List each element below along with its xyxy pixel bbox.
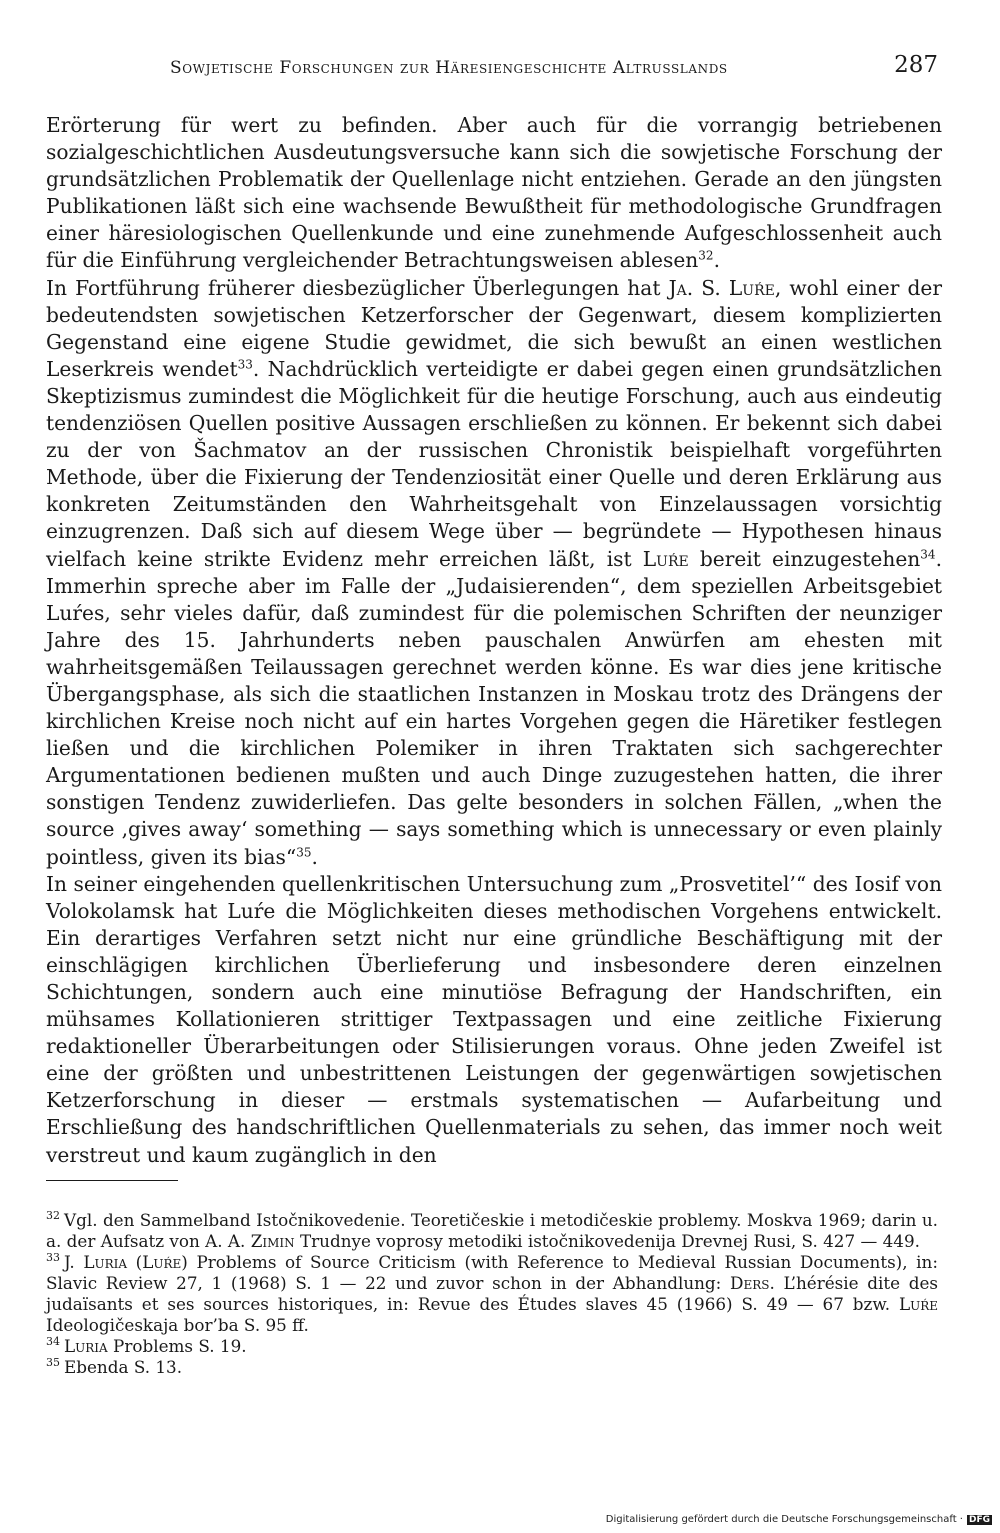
- footnote-text: J.: [64, 1252, 84, 1272]
- author-name: Zimin: [250, 1231, 295, 1251]
- footnote-number: 35: [46, 1356, 60, 1370]
- digitization-credit: [606, 1514, 992, 1525]
- footnote-text: Vgl. den Sammelband Istočnikovedenie. Teoretičeskie i metodičeskie problemy. Moskva 1969; darin u. a. der Aufsatz von A. A.: [46, 1210, 938, 1251]
- author-name: Ja. S. Luŕe: [668, 275, 775, 300]
- author-name: Luŕe: [142, 1252, 182, 1272]
- author-name: Luria: [83, 1252, 128, 1272]
- footnote-text: Ideologičeskaja bor’ba S. 95 ff.: [46, 1315, 309, 1335]
- footnote-text: Ebenda S. 13.: [64, 1357, 183, 1377]
- footnote-number: 32: [46, 1209, 60, 1223]
- footnote-divider: [46, 1180, 178, 1181]
- text-segment: bereit einzugestehen: [688, 546, 921, 571]
- paragraph-end: .: [713, 248, 720, 273]
- text-segment: In Fortführung früherer diesbezüglicher Überlegungen hat: [46, 275, 669, 300]
- footnote-text: Problems S. 19.: [107, 1336, 247, 1356]
- running-header: [46, 52, 942, 86]
- main-text: [46, 112, 942, 1169]
- author-name: Luŕe: [898, 1294, 938, 1314]
- footnote-number: 33: [46, 1251, 60, 1265]
- text-segment: . Immerhin spreche aber im Falle der „Judaisierenden“, dem speziellen Arbeitsgebiet Luŕes, sehr vieles dafür, daß zumindest für die polemischen Schriften der neunziger Jahre des 15. Jahrhunderts neben pauschalen Anwürfen am ehesten mit wahrheitsgemäßen Teilaussagen gerechnet werden könne. Es war dies jene kritische Übergangsphase, als sich die staatlichen Instanzen in Moskau trotz des Drängens der kirchlichen Kreise noch nicht auf ein hartes Vorgehen gegen die Häretiker festlegen ließen und die kirchlichen Polemiker in ihren Traktaten sich sachgerechter Argumentationen bedienen mußten und auch Dinge zuzugestehen hatten, die ihrer sonstigen Tendenz zuwiderliefen. Das gelte besonders in solchen Fällen, „when the source ‚gives away‘ something — says something which is unnecessary or even plainly pointless, given its bias“: [46, 546, 942, 869]
- running-title: Sowjetische Forschungen zur Häresiengeschichte Altrusslands: [170, 58, 728, 78]
- paragraph-text: Erörterung für wert zu befinden. Aber auch für die vorrangig betriebenen sozialgeschichtlichen Ausdeutungsversuche kann sich die sowjetische Forschung der grundsätzlichen Problematik der Quellenlage nicht entziehen. Gerade an den jüngsten Publikationen läßt sich eine wachsende Bewußtheit für methodologische Grundfragen einer häresiologischen Quellenkunde und eine zunehmende Aufgeschlossenheit auch für die Einführung vergleichender Betrachtungsweisen ablesen: [46, 113, 942, 273]
- paragraph-end: .: [311, 844, 318, 869]
- author-name: Luŕe: [642, 546, 689, 571]
- text-segment: . Nachdrücklich verteidigte er dabei gegen einen grundsätzlichen Skeptizismus zumindest die Möglichkeit für die heutige Forschung, auch aus eindeutig tendenziösen Quellen positive Aussagen erschließen zu können. Er bekennt sich dabei zu der von Šachmatov an der russischen Chronistik beispielhaft vorgeführten Methode, über die Fixierung der Tendenziosität einer Quelle und deren Erklärung aus konkreten Zeitumständen den Wahrheitsgehalt von Einzelaussagen vorsichtig einzugrenzen. Daß sich auf diesem Wege über — begründete — Hypothesen hinaus vielfach keine strikte Evidenz mehr erreichen läßt, ist: [46, 356, 942, 571]
- paragraph-3: In seiner eingehenden quellenkritischen Untersuchung zum „Prosvetitel’“ des Iosif von Volokolamsk hat Luŕe die Möglichkeiten dieses methodischen Vorgehens entwickelt. Ein derartiges Verfahren setzt nicht nur eine gründliche Beschäftigung mit der einschlägigen kirchlichen Überlieferung und insbesondere deren einzelnen Schichtungen, sondern auch eine minutiöse Befragung der Handschriften, ein mühsames Kollationieren strittiger Textpassagen und eine zeitliche Fixierung redaktioneller Überarbeitungen oder Stilisierungen voraus. Ohne jeden Zweifel ist eine der größten und unbestrittenen Leistungen der gegenwärtigen sowjetischen Ketzerforschung in dieser — erstmals systematischen — Aufarbeitung und Erschließung des handschriftlichen Quellenmaterials zu sehen, das immer noch weit verstreut und kaum zugänglich in den: [46, 871, 942, 1167]
- dfg-logo: DFG: [968, 1515, 990, 1525]
- footnote-text: (: [127, 1252, 143, 1272]
- text-segment: , wohl einer der bedeutendsten sowjetischen Ketzerforscher der Gegenwart, diesem komplizierten Gegenstand eine eigene Studie gewidmet, die sich bewußt an einen westlichen Leserkreis wendet: [46, 275, 942, 381]
- paragraph-1: [46, 112, 942, 275]
- footnote-ref-32: 32: [698, 248, 714, 263]
- footnote-34: [46, 1336, 938, 1357]
- credit-text: Digitalisierung gefördert durch die Deutsche Forschungsgemeinschaft ·: [605, 1514, 963, 1525]
- footnote-text: ) Problems of Source Criticism (with Reference to Medieval Russian Documents), in: Slavic Review 27, 1 (1968) S. 1 — 22 und zuvor schon in der Abhandlung:: [46, 1252, 939, 1293]
- footnote-ref-33: 33: [237, 357, 253, 372]
- author-name: Ders.: [730, 1273, 775, 1293]
- page-number: 287: [894, 52, 938, 78]
- footnote-32: [46, 1210, 938, 1252]
- footnote-35: [46, 1357, 938, 1378]
- footnote-ref-35: 35: [296, 844, 312, 859]
- footnote-text: L’hérésie dite des judaïsants et ses sources historiques, in: Revue des Études slaves 45 (1966) S. 49 — 67 bzw.: [46, 1273, 938, 1314]
- footnote-text: Trudnye voprosy metodiki istočnikovedenija Drevnej Rusi, S. 427 — 449.: [294, 1231, 920, 1251]
- author-name: Luria: [64, 1336, 108, 1356]
- footnote-number: 34: [46, 1335, 60, 1349]
- paragraph-2: [46, 275, 942, 871]
- footnote-ref-34: 34: [920, 546, 936, 561]
- footnote-33: [46, 1252, 938, 1336]
- footnotes: [46, 1210, 938, 1378]
